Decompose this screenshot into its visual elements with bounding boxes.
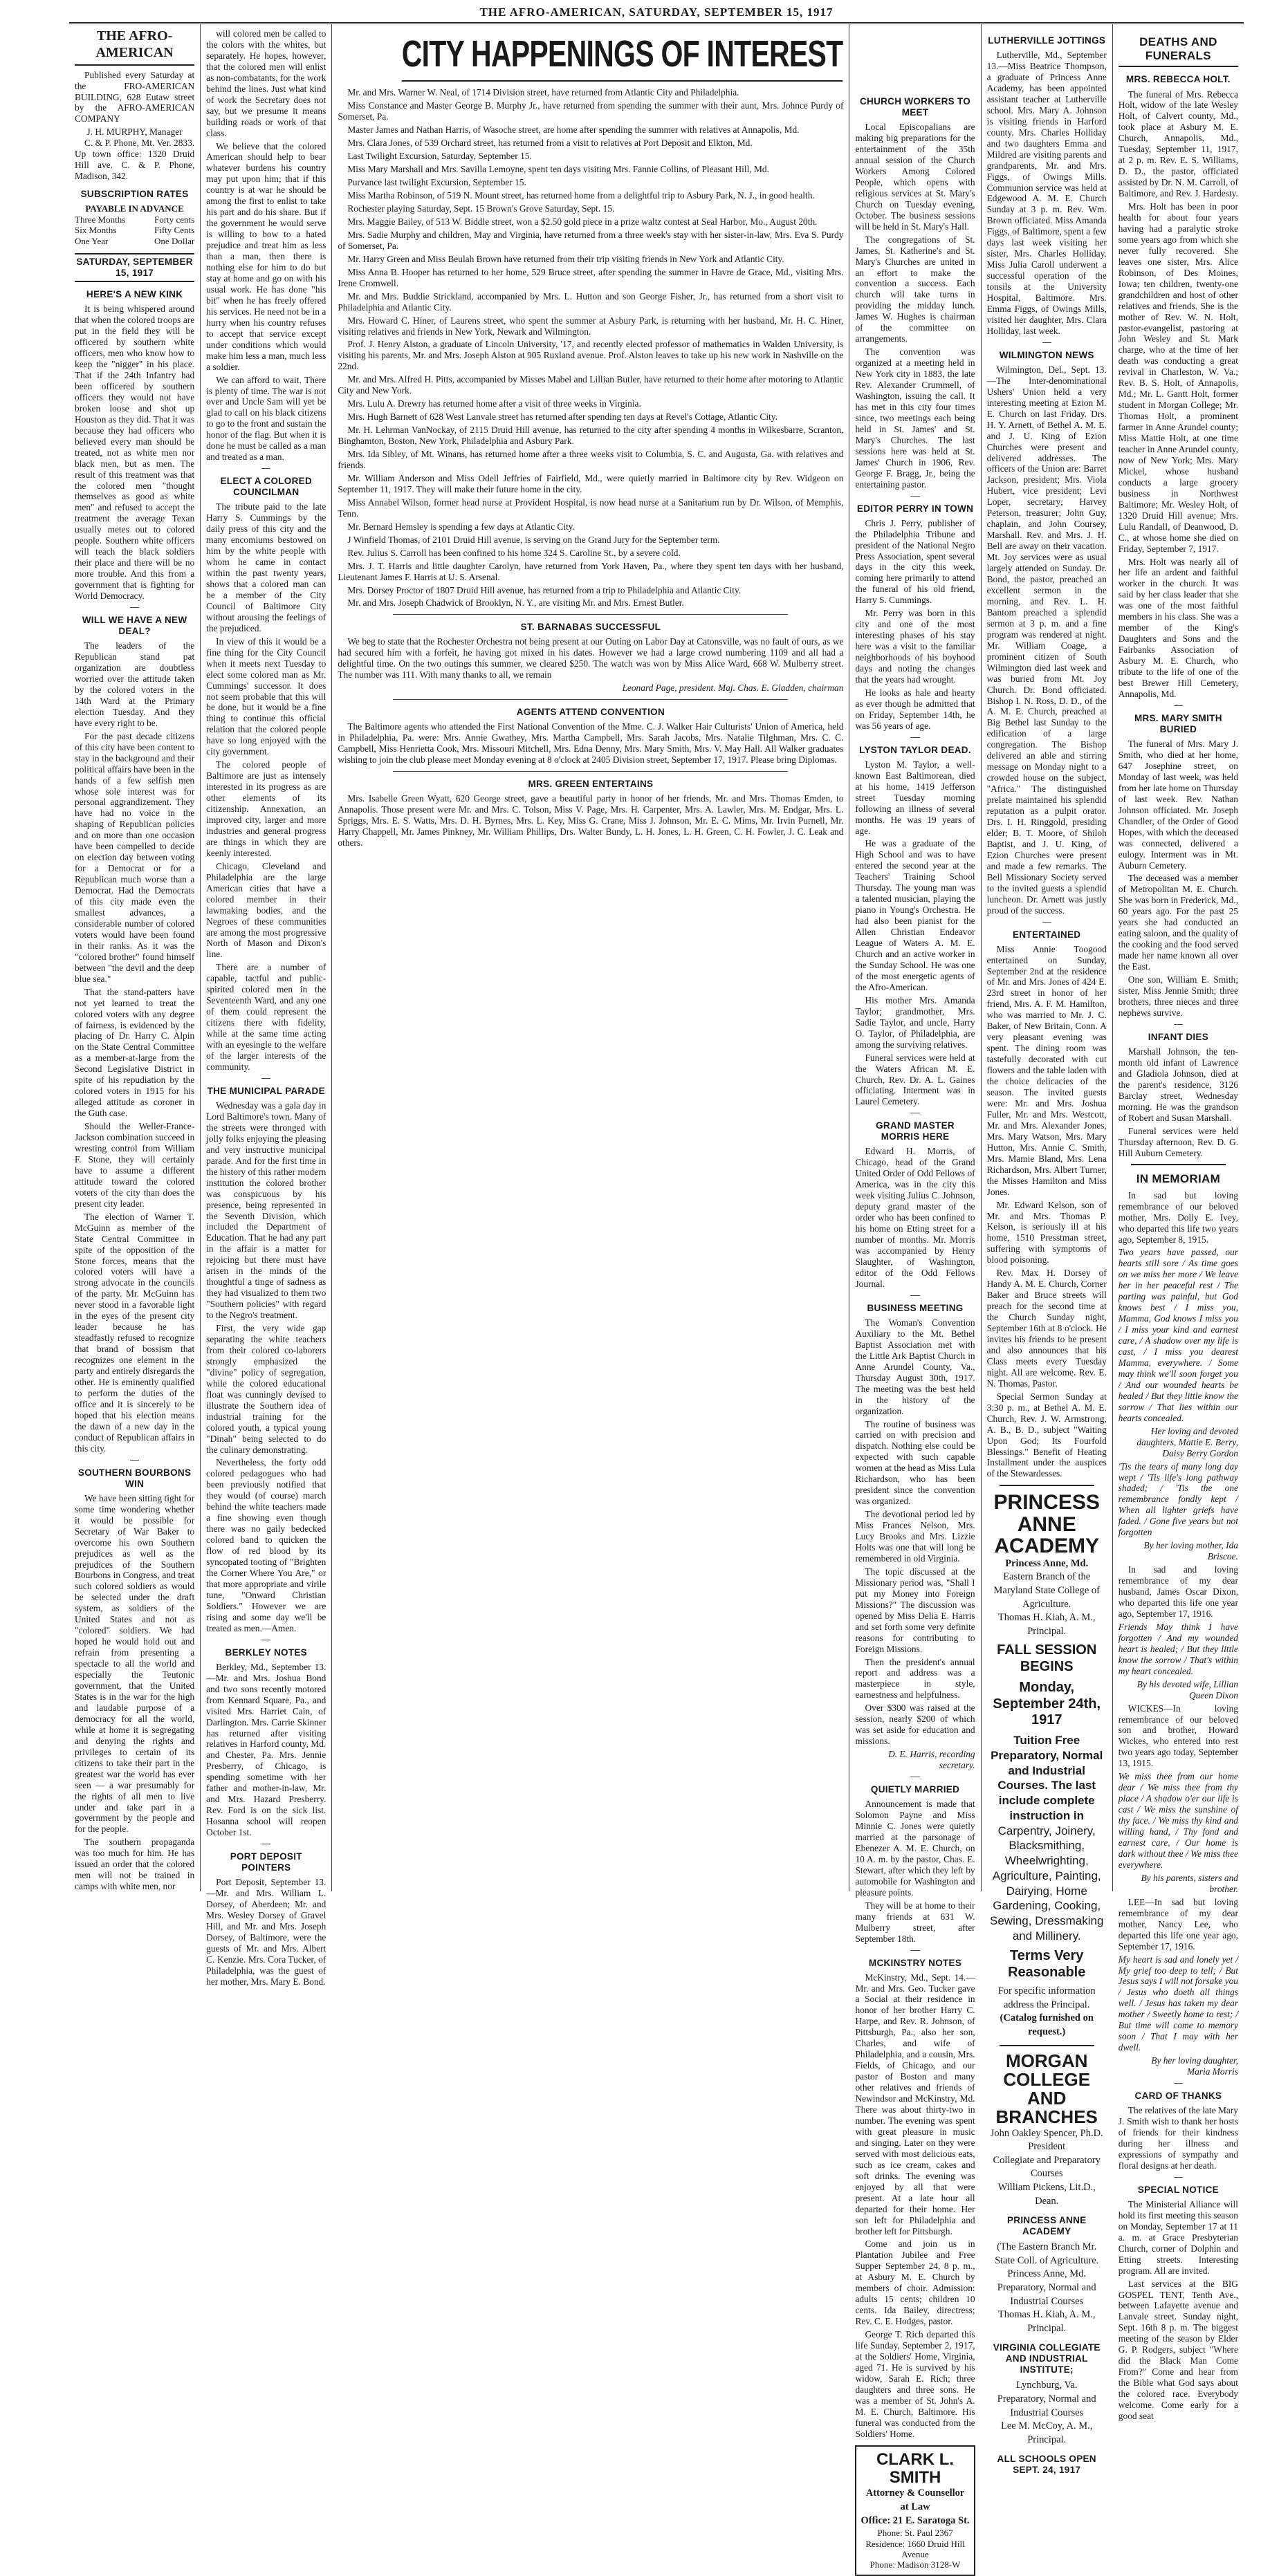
ad-catalog: (Catalog furnished on request.)	[1000, 2012, 1094, 2038]
signature: By her loving daughter, Maria Morris	[1151, 2055, 1238, 2077]
lawyer-residence: Residence: 1660 Druid Hill Avenue	[865, 2538, 965, 2560]
news-item: Rev. Julius S. Carroll has been confined to his home 324 S. Caroline St., by a severe cold.	[347, 547, 681, 558]
article-heading: GRAND MASTER MORRIS HERE	[876, 1120, 955, 1142]
rate-row	[75, 236, 194, 246]
ad-principal: Thomas H. Kiah, A. M., Principal.	[997, 1612, 1096, 1637]
article-heading: PORT DEPOSIT POINTERS	[230, 1851, 302, 1873]
divider	[130, 607, 139, 608]
memoriam-poem: Two years have passed, our hearts still sore / As time goes on we miss her more / We leave her in her peaceful rest / The parting was painful, but God knows best / I miss you, Mamma, God knows I miss you / I miss your kind and earnest care, / A shadow over my life is cast, / I miss you dearest Mamma, everywhere. / Some may think we'll soon forget you / And our wounded hearts be healed / But they little know the sorrow / That lies within our hearts concealed.	[1118, 1247, 1238, 1423]
article-heading: ENTERTAINED	[1013, 929, 1081, 940]
news-item: Miss Martha Robinson, of 519 N. Mount street, has returned home from a delightful trip to Asbury Park, N. J., in good health.	[347, 190, 815, 201]
city-happenings-banner: CITY HAPPENINGS OF INTEREST	[402, 28, 843, 82]
news-item: Last Twilight Excursion, Saturday, September 15.	[347, 151, 532, 162]
memoriam-text: In sad and loving remembrance of my dear husband, James Oscar Dixon, who departed this life one year ago, September 17, 1916.	[1118, 1564, 1238, 1619]
article-heading: CHURCH WORKERS TO MEET	[859, 96, 971, 118]
divider	[1000, 1485, 1094, 1486]
article-text: Miss Annie Toogood entertained on Sunday, September 2nd at the residence of Mr. and Mrs. Jones of 424 E. 23rd street in honor of her friend, Mrs. A. F. M. Hamilton, who was married to Mr. J. C. Baker, of New Britain, Conn. A very pleasant evening was spent. The dining room was tastefully decorated with cut flowers and the table laden with the choice delicacies of the season. The invited guests were: Mr. and Mrs. Joshua Fuller, Mr. and Mrs. Westcott, Mr. and Mrs. Alexander Jones, Mrs. Mary Watson, Mrs. Mary Hutton, Mrs. Annie C. Smith, Mrs. Mamie Bland, Mrs. Lena Richardson, Mrs. Albert Turner, the Misses Hamilton and Miss Jones.	[986, 943, 1107, 1197]
morgan-college-ad	[987, 2052, 1107, 2476]
article-text: Mr. Edward Kelson, son of Mr. and Mrs. Thomas P. Kelson, is seriously ill at his home, 1510 Presstman street, suffering with symptoms of blood poisoning.	[986, 1199, 1107, 1266]
memoriam-poem: My heart is sad and lonely yet / My grief too deep to tell; / But Jesus says I will not forsake you / Jesus who doeth all things well. / Jesus has taken my dear mother / Sweetly home to rest; / But time will come to memory soon / That I may with her dwell.	[1118, 1954, 1238, 2053]
news-item: Mrs. J. T. Harris and little daughter Carolyn, have returned from York Haven, Pa., where they spent ten days with her husband, Lieutenant James F. Harris at U. S. Arsenal.	[338, 560, 844, 582]
divider	[130, 1460, 139, 1461]
article-heading: WILL WE HAVE A NEW DEAL?	[82, 614, 187, 637]
divider	[1042, 342, 1051, 343]
article-text: There are a number of capable, tactful and public-spirited colored men in the Seventeenth Ward, and any one of them could represent the citizens there with fidelity, while at the same time acting with an eyesingle to the welfare of the larger interests of the community.	[206, 962, 326, 1072]
news-item: Mrs. Maggie Bailey, of 513 W. Biddle street, won a $2.50 gold piece in a prize waltz contest at Seal Harbor, Mo., August 20th.	[347, 216, 818, 227]
divider	[910, 737, 919, 738]
ad-principal: Thomas H. Kiah, A. M., Principal.	[997, 2309, 1096, 2334]
article-text: First, the very wide gap separating the white teachers from their colored co-laborers strongly emphasized the "divine" policy of segregation, while the colored educational float was cunningly devised to illustrate the Southern idea of industrial training for the colored youth, a typical young "Dinah" being selected to do the culinary demonstrating.	[206, 1323, 326, 1455]
news-item: Mrs. Howard C. Hiner, of Laurens street, who spent the summer at Asbury Park, is returning with her husband, Mr. H. C. Hiner, visiting relatives and friends in New York, Newark and Wilmington.	[338, 315, 844, 337]
article-heading: AGENTS ATTEND CONVENTION	[516, 707, 665, 718]
dateline: SATURDAY, SEPTEMBER 15, 1917	[75, 253, 194, 282]
columns	[69, 24, 1244, 2570]
article-text: The Woman's Convention Auxiliary to the Mt. Bethel Baptist Association met with the Little Ark Baptist Church in Anne Arundel County, Va., Thursday August 30th, 1917. The meeting was the best held in the history of the organization.	[855, 1317, 975, 1416]
rates-subtitle: PAYABLE IN ADVANCE	[85, 203, 184, 214]
news-item: Mr. and Mrs. Joseph Chadwick of Brooklyn, N. Y., are visiting Mr. and Mrs. Ernest Butler.	[347, 597, 684, 609]
article-text: We have been sitting tight for some time wondering whether it would be possible for Secretary of War Baker to overcome his own Southern prejudices as well as the prejudices of the Southern Bourbons in Congress, and treat such colored soldiers as would be selected under the draft system, as soldiers of the United States and not as "colored" soldiers. We had hoped he would hold out and refrain from presenting a spectacle to all the world and especially the Teutonic government, that the United States is in the war for the high and laudable purpose of a democracy for all the world, while at home it is segregating and denying the rights and privileges to certain of its citizens to take their part in the greatest war the world has ever seen — a war presumably for the rights of all men to live under and take part in a government by the people and for the people.	[75, 1492, 195, 1835]
news-item: Mrs. Sadie Murphy and children, May and Virginia, have returned from a three week's stay with her sister-in-law, Mrs. Eva S. Purdy of Somerset, Pa.	[338, 229, 844, 251]
news-item: Mr. H. Lehrman VanNockay, of 2115 Druid Hill avenue, has returned to the city after spending 4 months in Wilkesbarre, Scranton, Binghamton, Boston, New York, Philadelphia and Asbury Park.	[338, 425, 844, 447]
column-4	[849, 24, 981, 2570]
signature: By his devoted wife, Lillian Queen Dixon	[1136, 1678, 1238, 1701]
ad-branch: Eastern Branch of the Maryland State College of Agriculture.	[993, 1571, 1100, 1610]
rate-term: Six Months	[75, 225, 117, 236]
memoriam-text: In sad but loving remembrance of our beloved mother, Mrs. Dolly E. Ivey, who departed this life two years ago, September 8, 1915.	[1118, 1189, 1238, 1245]
news-item: Mr. Harry Green and Miss Beulah Brown have returned from their trip visiting friends in New York and Atlantic City.	[347, 253, 784, 264]
article-text: They will be at home to their many friends at 631 W. Mulberry street, after September 18th.	[855, 1900, 975, 1944]
lawyer-title: Attorney & Counsellor at Law	[865, 2487, 965, 2512]
article-text: Local Episcopalians are making big preparations for the entertainment of the 35th annual session of the Church Workers Among Colored People, which opens with religious services at St. Mary's Church on Tuesday evening, October. The business sessions will be held in St. Mary's Hall.	[855, 122, 975, 232]
article-text: We beg to state that the Rochester Orchestra not being present at our Outing on Labor Day at Catonsville, was no fault of ours, as we had secured him with a forfeit, he having got mixed in his dates. However we had a large crowd numbering 1109 and all had a delightful time. On the two outings this summer, we cleared $250. The watch was won by Miss Alice Ward, 668 W. Mulberry street. The number was 111. With many thanks to all, we remain	[338, 636, 844, 680]
news-item: Mrs. Hugh Barnett of 628 West Lanvale street has returned after spending ten days at Revel's Cottage, Atlantic City.	[347, 411, 777, 423]
ad-subhead: PRINCESS ANNE ACADEMY	[1007, 2215, 1087, 2237]
news-item: Mrs. Clara Jones, of 539 Orchard street, has returned from a visit to relatives at Port Deposit and Elkton, Md.	[347, 138, 753, 149]
ad-date: Monday, September 24th, 1917	[993, 1679, 1101, 1728]
article-heading: WILMINGTON NEWS	[999, 349, 1094, 360]
article-text: Over $300 was raised at the session, nearly $200 of which was set aside for education and missions.	[855, 1703, 975, 1747]
ad-principal: Lee M. McCoy, A. M., Principal.	[1001, 2420, 1093, 2445]
divider	[910, 1950, 919, 1951]
article-heading: ST. BARNABAS SUCCESSFUL	[520, 622, 661, 633]
article-heading: ELECT A COLORED COUNCILMAN	[220, 476, 312, 498]
signature: Her loving and devoted daughters, Mattie E. Berry, Daisy Berry Gordon	[1136, 1425, 1238, 1458]
masthead: THE AFRO-AMERICAN, SATURDAY, SEPTEMBER 15, 1917	[69, 6, 1244, 24]
divider	[1174, 705, 1183, 706]
article-text: For the past decade citizens of this city have been content to stay in the background and their political affairs have been in the hands of a few selfish men whose sole interest was for personal aggrandizement. They have had no voice in the shaping of Republican policies and on more than one occasion have been compelled to decide on election day between voting for a Democrat or for a Republican much worse than a Democrat. Had the Democrats of this city made even the smallest advances, a considerable number of colored voters would have been found in their ranks. As it was the "colored brother" found himself between "the devil and the deep blue sea."	[75, 730, 195, 984]
article-heading: QUIETLY MARRIED	[870, 1784, 960, 1795]
ad-location: Princess Anne, Md.	[1007, 2268, 1086, 2280]
banner-space	[855, 28, 975, 89]
section-heading: IN MEMORIAM	[1136, 1172, 1221, 1186]
news-item: Master James and Nathan Harris, of Wasoche street, are home after spending the summer with relatives at Annapolis, Md.	[347, 124, 800, 136]
article-text: The routine of business was carried on with precision and dispatch. Nothing else could be expected with such capable women at the head as Miss Lula Richardson, who has been president since the convention was organized.	[855, 1418, 975, 1507]
article-text: Port Deposit, September 13.—Mr. and Mrs. William L. Dorsey, of Aberdeen; Mr. and Mrs. Wesley Dorsey of Gravel Hill, and Mr. and Mrs. Joseph Dorsey, of Baltimore, were the guests of Mr. and Mrs. Albert C. Kenzie. Mrs. Cora Tucker, of Philadelphia, was the guest of her mother, Mrs. Mary E. Bond.	[206, 1877, 326, 1987]
ad-fall-session: FALL SESSION BEGINS	[997, 1642, 1097, 1675]
article-heading: MRS. REBECCA HOLT.	[1125, 74, 1231, 85]
article-text: Lutherville, Md., September 13.—Miss Beatrice Thompson, a graduate of Princess Anne Academy, has been appointed assistant teacher at Lutherville school. Mrs. Mary A. Johnson is visiting friends in Harford county. Mrs. Charles Holliday and two daughters Emma and Mildred are visiting parents and grandparents, Mr. and Mrs. Figgs, of Owings Mills. Communion service was held at Edgewood A. M. E. Church Sunday at 3 p. m. Rev. Wm. Brown officiated. Miss Amanda Figgs, of Baltimore, spent a few days last week visiting her sister, Mrs. Charles Holliday. Miss Julia Caroll underwent a successful operation of the tonsils at the University Hospital, Baltimore. Mrs. Emma Figgs, of Owings Mills, visited her daughter, Mrs. Clara Holliday, last week.	[986, 50, 1107, 336]
ad-location: Princess Anne, Md.	[1005, 1557, 1089, 1569]
section-heading: DEATHS AND FUNERALS	[1119, 35, 1238, 67]
ad-courses: Collegiate and Preparatory Courses	[993, 2154, 1101, 2180]
article-text: The funeral of Mrs. Rebecca Holt, widow of the late Wesley Holt, of Calvert county, Md., took place at Asbury M. E. Church, Annapolis, Md., Tuesday, September 11, 1917, at 2 p. m. Rev. E. S. Williams, D. D., the pastor, officiated assisted by Dr. N. M. Carroll, of Baltimore, and Rev. J. Hardesty.	[1118, 89, 1238, 199]
article-heading: MRS. GREEN ENTERTAINS	[528, 779, 654, 790]
divider	[910, 496, 919, 497]
article-text: He was a graduate of the High School and was to have entered the second year at the Teachers' Training School Thursday. The young man was a talented musician, playing the piano in Young's Orchestra. He had also been pianist for the Allen Christian Endeavor League of Waters A. M. E. Church and an active worker in the Sunday School. He was one of the most energetic agents of the Afro-American.	[855, 838, 975, 992]
article-text: That the stand-patters have not yet learned to treat the colored voters with any degree of fairness, is evidenced by the placing of Dr. Harry C. Alpin on the State Central Committee as a member-at-large from the Second Legislative District in spite of his repudiation by the colored voters in 1915 for his alleged attitude as coroner in the Guth case.	[75, 986, 195, 1119]
news-item: Mr. and Mrs. Alfred H. Pitts, accompanied by Misses Mabel and Lillian Butler, have returned to their home after motoring to Atlantic City and New York.	[338, 374, 844, 396]
divider	[261, 468, 270, 469]
article-heading: LUTHERVILLE JOTTINGS	[988, 35, 1106, 46]
article-text: Edward H. Morris, of Chicago, head of the Grand United Order of Odd Fellows of America, was in the city this week visiting Julius C. Johnson, deputy grand master of the order who has been confined to his home on Etting street for a number of months. Mr. Morris was accompanied by Henry Slaughter, of Washington, editor of the Odd Fellows Journal.	[855, 1146, 975, 1289]
article-heading: INFANT DIES	[1148, 1031, 1209, 1042]
article-text: Mr. Perry was born in this city and one of the most interesting phases of his stay here was a visit to the familiar neighborhoods of his boyhood days and noting the changes that the years had wrought.	[855, 608, 975, 685]
article-text: The devotional period led by Miss Frances Nelson, Mrs. Lucy Brooks and Mrs. Lizzie Holts was one that will long be remembered in old Virginia.	[855, 1509, 975, 1564]
signature: D. E. Harris, recording secretary.	[888, 1749, 975, 1771]
memoriam-poem: Friends May think I have forgotten / And my wounded heart is healed; / But they little know the sorrow / That's within my heart concealed.	[1118, 1621, 1238, 1676]
article-text: We can afford to wait. There is plenty of time. The war is not over and Uncle Sam will yet be glad to call on his black citizens to go to the front and sustain the honor of the flag. But when it is done he must be called as a man and treated as a man.	[206, 374, 326, 463]
memoriam-text: LEE—In sad but loving remembrance of my dear mother, Nancy Lee, who departed this life one year ago, September 17, 1916.	[1118, 1896, 1238, 1952]
rate-price: Forty cents	[154, 214, 195, 225]
article-heading: BERKLEY NOTES	[225, 1647, 307, 1658]
article-text: Mrs. Holt was nearly all of her life an ardent and faithful worker in the church. It was said by her class leader that she was one of the most faithful members in his class. She was a member of the King's Daughters and Sons and the Fairbanks Association of Asbury M. E. Church, who tribute to the life of one of the best Brewer Hill Cemetery, Annapolis, Md.	[1118, 556, 1238, 699]
divider	[393, 614, 788, 615]
news-item: Mr. William Anderson and Miss Odell Jeffries of Fairfield, Md., were quietly married in Baltimore city by Rev. Widgeon on September 11, 1917. They will make their future home in the city.	[338, 472, 844, 494]
news-item: Miss Anna B. Hooper has returned to her home, 529 Bruce street, after spending the summer in Havre de Grace, Md., visiting Mrs. Irene Cromwell.	[338, 266, 844, 288]
ad-courses: Preparatory, Normal and Industrial Courses	[997, 2281, 1096, 2307]
rate-price: Fifty Cents	[154, 225, 195, 236]
ad-open-date: ALL SCHOOLS OPEN SEPT. 24, 1917	[997, 2454, 1096, 2476]
article-text: He looks as hale and hearty as ever though he admitted that on Friday, September 14th, he was 56 years of age.	[855, 687, 975, 731]
article-heading: BUSINESS MEETING	[867, 1302, 964, 1313]
lawyer-phone: Phone: Madison 3128-W	[869, 2559, 961, 2570]
article-text: Come and join us in Plantation Jubilee and Free Supper September 24, 8 p. m., at Asbury M. E. Church by members of choir. Admission: adults 15 cents; children 10 cents. Ida Bailey, directress; Rev. C. E. Hodges, pastor.	[855, 2239, 975, 2327]
article-text: The topic discussed at the Missionary period was, "Shall I put my Money into Foreign Missions?" The discussion was opened by Miss Delia E. Harris and set forth some very definite reasons for contributing to Foreign Missions.	[855, 1566, 975, 1654]
princess-anne-ad	[987, 1492, 1107, 2039]
article-text: Mrs. Holt has been in poor health for about four years having had a paralytic stroke some years ago from which she never fully recovered. She leaves one sister, Mrs. Alice Robinson, of Des Moines, Iowa; ten children, twenty-one grandchildren and host of other relatives and friends. She is the mother of Rev. W. N. Holt, pastor-evangelist, pastoring at John Wesley and St. Mark charge, who at the time of her death was conducting a great revival in Charleston, W. Va.; Rev. B. S. Holt, of Annapolis, Md.; Mr. L. Gantt Holt, former student in Morgan College; Mr. Thomas Holt, a prominent farmer in Anne Arundel county; Miss Mattie Holt, at one time teacher in Anne Arundel county, now of New York; Mrs. Mary Mickel, whose husband conducts a large grocery business in Northwest Baltimore; Mr. Wesley Holt, of 1320 Druid Hill avenue; Mrs. Lulu Randall, of Deanwood, D. C., at whose home she died on Friday, September 7, 1917.	[1118, 201, 1238, 554]
article-text: We believe that the colored American should help to bear whatever burdens his country may put upon him; that if this country is at war he should be among the first to enlist to take his part and do his share. But if the government he would serve is willing to bow to a hated prejudice and treat him as less than a man, then there is nothing else for him to do but stay at home and go on with his usual work. He has done "his bit" when he has freely offered his services. He need not be in a hurry when his country refuses to accept that service except under conditions which would make him less a man, much less a soldier.	[206, 140, 326, 372]
article-text: Berkley, Md., September 13.—Mr. and Mrs. Joshua Bond and two sons recently motored from Kennard Square, Pa., and visited Mrs. Harriet Cain, of Darlington. Mrs. Carrie Skinner has returned after visiting relatives in Harford county, Md. and Chester, Pa. Mrs. Jennie Presberry, of Chicago, is spending sometime with her father and mother-in-law, Mr. and Mrs. Hazard Presberry. Rev. Ford is on the sick list. Hosanna school will reopen October 1st.	[206, 1661, 326, 1838]
column-1	[69, 24, 201, 1891]
signature: Leonard Page, president. Maj. Chas. E. Gladden, chairman	[622, 683, 844, 694]
divider	[910, 1295, 919, 1296]
article-text: Chris J. Perry, publisher of the Philadelphia Tribune and president of the National Negro Press Association, spent several days in the city this week, coming here primarily to attend the funeral of his old friend, Harry S. Cummings.	[855, 517, 975, 606]
article-text: The Baltimore agents who attended the First National Convention of the Mme. C. J. Walker Hair Culturists' Union of America, held in Philadelphia, Pa. were: Mrs. Annie Gwathey, Mrs. Martha Campbell, Mrs. Sarah Jacobs, Mrs. Natalie Tilghman, Mrs. C. C. Campbell, Miss Henrietta Cook, Mrs. Missouri Mitchell, Mrs. Edna Denny, Mrs. Mary Smith, Mrs. V. May Hall. All Walker graduates wishing to join the club please meet Monday evening at 8 o'clock at 2405 Division street, September 17, 1917. Please bring Diplomas.	[338, 721, 844, 766]
article-text: It is being whispered around that when the colored troops are put in the field they will be officered by southern white officers, men who know how to keep the "nigger" in his place. That if the 24th Infantry had been officered by southern officers they would not have broken loose and shot up Houston as they did. That it was because they had officers who believed every man should be treated, not as white men nor black men, but as men. The result of this treatment was that the colored men "thought themselves as good as white men" and refused to accept the treatment the average Texan usually metes out to colored people. Southern white officers will teach the black soldiers their place and there will be no more trouble. And this from a government that is fighting for World Democracy.	[75, 304, 195, 602]
news-item: Prof. J. Henry Alston, a graduate of Lincoln University, '17, and recently elected professor of mathematics in Walden University, is visiting his parents, Mr. and Mrs. Joseph Alston at 905 Ruxland avenue. Prof. Alston leaves to take up his new work in Nashville on the 22nd.	[338, 339, 844, 372]
divider	[1042, 922, 1051, 923]
article-heading: SPECIAL NOTICE	[1137, 2184, 1219, 2195]
news-item: Miss Constance and Master George B. Murphy Jr., have returned from spending the summer with their aunt, Mrs. Johnce Purdy of Somerset, Pa.	[338, 100, 844, 122]
article-heading: MRS. MARY SMITH BURIED	[1134, 712, 1222, 734]
news-item: Purvance last twilight Excursion, September 15.	[347, 177, 526, 188]
column-3	[332, 24, 849, 1891]
article-text: The Ministerial Alliance will hold its first meeting this season on Monday, September 17 at 11 a. m. at Grace Presbyterian Church, corner of Dolphin and Etting streets. Interesting program. All are invited.	[1118, 2198, 1238, 2276]
divider	[261, 1078, 270, 1079]
article-heading: SOUTHERN BOURBONS WIN	[77, 1467, 192, 1489]
news-item: Mrs. Lulu A. Drewry has returned home after a visit of three weeks in Virginia.	[347, 398, 641, 409]
ad-body: Tuition Free Preparatory, Normal and Industrial Courses. The last include complete instruction in	[991, 1734, 1103, 1822]
memoriam-poem: 'Tis the tears of many long day wept / 'Tis life's long pathway shaded; / 'Tis the one remembrance fondly kept / When all lighter griefs have faded. / Gone five years but not forgotten	[1118, 1461, 1238, 1538]
article-text: Then the president's annual report and address was a masterpiece in style, earnestness and helpfulness.	[855, 1656, 975, 1701]
rates-title: SUBSCRIPTION RATES	[80, 189, 189, 200]
article-text: The relatives of the late Mary J. Smith wish to thank her hosts of friends for their kindness during her illness and expressions of sympathy and floral designs at her death.	[1118, 2105, 1238, 2171]
column-6	[1113, 24, 1244, 2421]
news-item: Mr. Bernard Hemsley is spending a few days at Atlantic City.	[347, 521, 575, 532]
signature: By his parents, sisters and brother.	[1141, 1872, 1238, 1894]
article-text: In view of this it would be a fine thing for the City Council when it meets next Tuesday to elect some colored man as Mr. Cummings' successor. It does not seem probable that this will be done, but it would be a fine thing to continue this official relation that the colored people have so long enjoyed with the city government.	[206, 636, 326, 757]
column-5	[982, 24, 1113, 2476]
article-text: Last services at the BIG GOSPEL TENT, Tenth Ave., between Lafayette avenue and Lanvale street. Sunday night, Sept. 16th 8 p. m. The biggest meeting of the season by Elder G. P. Rodgers, subject "Where did the Black Man Come From?" Come and hear from the Bible what God says about the colored race. Everybody welcome. Come early for a good seat	[1118, 2278, 1238, 2421]
article-text: Marshall Johnson, the ten-month old infant of Lawrence and Gladiola Johnson, died at the parent's residence, 3126 Barclay street, Wednesday morning. He was the grandson of Robert and Susan Marshall.	[1118, 1046, 1238, 1123]
lawyer-ad	[855, 2445, 975, 2576]
rate-price: One Dollar	[154, 235, 195, 246]
article-text: Special Sermon Sunday at 3:30 p. m., at Bethel A. M. E. Church, Rev. J. W. Armstrong, A. B., B. D., subject "Waiting Upon God; Its Fourfold Blessings." Benefit of Heating Installment under the auspices of the Stewardesses.	[986, 1391, 1107, 1479]
rate-row	[75, 214, 194, 225]
paper-title: THE AFRO-AMERICAN	[75, 28, 194, 66]
article-text: The funeral of Mrs. Mary J. Smith, who died at her home, 647 Josephine street, on Monday of last week, was held from her late home on Thursday of last week. Rev. Nathan Johnson officiated. Mr. Joseph Chandler, of the Order of Good Hopes, with which the deceased was connected, delivered a eulogy. Interment was in Mt. Auburn Cemetery.	[1118, 739, 1238, 871]
news-item: Miss Annabel Wilson, former head nurse at Provident Hospital, is now head nurse at a Sanitarium run by Dr. Wilson, of Memphis, Tenn.	[338, 497, 844, 519]
article-text: The leaders of the Republican stand pat organization are doubtless worried over the attitude taken by the colored voters in the 14th Ward at the Primary election Tuesday. And they have every right to be.	[75, 640, 195, 728]
article-text: Rev. Max H. Dorsey of Handy A. M. E. Church, Corner Baker and Bruce streets will preach for the second time at the Church Sunday night, September 16th at 8 o'clock. He invites his friends to be present and also announces that his Class meets every Tuesday night. All are welcome. Rev. E. N. Thomas, Pastor.	[986, 1268, 1107, 1389]
rate-term: One Year	[75, 235, 109, 246]
article-text: Chicago, Cleveland and Philadelphia are the large American cities that have a colored member in their lawmaking bodies, and the Negroes of these communities are among the most progressive North of Mason and Dixon's line.	[206, 860, 326, 960]
article-text: One son, William E. Smith; sister, Miss Jennie Smith; three brothers, three nieces and three nephews survive.	[1118, 974, 1238, 1018]
article-text: Wednesday was a gala day in Lord Baltimore's town. Many of the streets were thronged with jolly folks enjoying the pleasing and very instructive municipal parade. And for the first time in the history of this rather modern institution the colored brother was conspicuous by his presence, being represented in the Seventh Division, which included the Department of Education. That he had any part in the affair is a matter for rejoicing but there must have arisen in the minds of the thoughtful a tinge of sadness as they had visualized to them two "Southern policies" with regard to the Negro's treatment.	[206, 1100, 326, 1321]
article-text: The election of Warner T. McGuinn as member of the State Central Committee in spite of the opposition of the Stone forces, means that the colored voters will have a strong advocate in the councils of the party. Mr. McGuinn has never stood in a favorable light in the eyes of the present city leader because he has steadfastly refused to recognize that brand of bossism that recognizes one element in the party and entirely disregards the other. He is eminently qualified to perform the duties of the office and it is sincerely to be hoped that his election means the dawn of a new day in the conduct of Republican affairs in this city.	[75, 1211, 195, 1454]
news-item: Mr. and Mrs. Buddie Strickland, accompanied by Mrs. L. Hutton and son George Fisher, Jr., has returned from a short visit to Philadelphia and Atlantic City.	[338, 290, 844, 313]
ad-info: For specific information address the Principal.	[997, 1985, 1096, 2010]
divider	[393, 771, 788, 772]
signature: By her loving mother, Ida Briscoe.	[1143, 1540, 1238, 1562]
ad-branch: (The Eastern Branch Mr. State Coll. of Agriculture.	[995, 2241, 1099, 2266]
news-item: Mr. and Mrs. Warner W. Neal, of 1714 Division street, have returned from Atlantic City and Philadelphia.	[347, 87, 739, 98]
article-text: McKinstry, Md., Sept. 14.—Mr. and Mrs. Geo. Tucker gave a Social at their residence in honor of her brother Harry C. Harpe, and Rev. R. Johnson, of Pittsburgh, Pa., also her son, Charles, and wife of Philadelphia, and a cousin, Mrs. Fields, of Chicago, and our pastor of Boston and many other relatives and friends of Newindsor and McKinstry, Md. There was about thirty-two in number. The evening was spent with great pleasure in music and singing. Later on they were served with most delicious eats, such as ice cream, cakes and soft drinks. The evening was enjoyed by all that were present. At a late hour all departed for their home. Her son left for Philadelphia and brother left for Pittsburgh.	[855, 1972, 975, 2236]
article-text: will colored men be called to the colors with the whites, but separately. He hopes, however, that the colored men will enlist as non-combatants, for the work behind the lines. Just what kind of work the Secretary does not say, but we presume it means building roads or work of that class.	[206, 28, 326, 138]
news-item: Miss Mary Marshall and Mrs. Savilla Lemoyne, spent ten days visiting Mrs. Fannie Collins, of Pleasant Hill, Md.	[347, 164, 769, 175]
article-text: The colored people of Baltimore are just as intensely interested in its progress as are other elements of its citizenship. Annexation, an improved city, larger and more industries and general progress are things in which they are keenly interested.	[206, 759, 326, 858]
ad-terms: Terms Very Reasonable	[1008, 1947, 1086, 1980]
divider	[1174, 2083, 1183, 2084]
article-text: The southern propaganda was too much for him. He has issued an order that the colored men will not be trained in camps with white men, nor	[75, 1837, 195, 1892]
phone-info: C. & P. Phone, Mt. Ver. 2833. Up town office: 1320 Druid Hill ave. C. & P. Phone, Madison, 342.	[75, 138, 195, 182]
ad-courses: Preparatory, Normal and Industrial Courses	[997, 2393, 1096, 2418]
article-heading: CARD OF THANKS	[1134, 2091, 1222, 2102]
ad-title: MORGAN COLLEGE AND BRANCHES	[995, 2050, 1098, 2128]
article-text: Announcement is made that Solomon Payne and Miss Minnie C. Jones were quietly married at the parsonage of Ebenezer A. M. E. Church, on 10 A. m. by the pastor, Chas. E. Stewart, after which they left by automobile for Washington and pleasure points.	[855, 1799, 975, 1898]
ad-courses: Carpentry, Joinery, Blacksmithing, Wheelwrighting, Agriculture, Painting, Dairying, Home Gardening, Cooking, Sewing, Dressmaking and Millinery.	[990, 1824, 1104, 1943]
article-heading: HERE'S A NEW KINK	[86, 289, 183, 300]
news-item: J Winfield Thomas, of 2101 Druid Hill avenue, is serving on the Grand Jury for the September term.	[347, 534, 720, 545]
divider	[393, 699, 788, 700]
rate-term: Three Months	[75, 214, 126, 225]
article-heading: THE MUNICIPAL PARADE	[207, 1085, 325, 1096]
article-text: Mrs. Isabelle Green Wyatt, 620 George street, gave a beautiful party in honor of her friends, Mr. and Mrs. Thomas Emden, to Annapolis. Those present were Mr. and Mrs. C. Tolson, Miss V. Page, Mrs. H. Carpenter, Mrs. A. Lawler, Mrs. M. Endgar, Mrs. L. Spriggs, Mrs. E. S. Watts, Mrs. D. H. Byrnes, Mrs. L. Key, Miss G. Crane, Miss J. Johnson, Mr. E. C. Mims, Mr. Irvin Purnell, Mr. Harry Chappell, Mr. James Pinkney, Mr. William Phillips, Drs. Walter Bundy, L. H. Jones, L. H. Green, C. H. Fowler, J. C. Leak and others.	[338, 793, 844, 848]
manager-line: J. H. MURPHY, Manager	[86, 127, 183, 138]
ad-dean: William Pickens, Lit.D., Dean.	[997, 2182, 1096, 2207]
news-item: Mrs. Ida Sibley, of Mt. Winans, has returned home after a three weeks visit to Columbia, S. C. and Augusta, Ga. with relatives and friends.	[338, 449, 844, 470]
article-text: The tribute paid to the late Harry S. Cummings by the daily press of this city and the many encomiums bestowed on him by the white people with whom he came in contact within the past twenty years, shows that a colored man can be a member of the City Council of Baltimore City without arousing the feelings of the prejudiced.	[206, 501, 326, 633]
rate-row	[75, 225, 194, 235]
article-text: Funeral services were held at the Waters African M. E. Church, Rev. Dr. A. L. Gaines officiating. Interment was in Laurel Cemetery.	[855, 1052, 975, 1107]
ad-subhead: VIRGINIA COLLEGIATE AND INDUSTRIAL INSTITUTE;	[993, 2342, 1101, 2375]
article-text: Lyston M. Taylor, a well-known East Baltimorean, died at his home, 1419 Jefferson street Tuesday morning following an illness of several months. He was 19 years of age.	[855, 759, 975, 836]
article-text: Funeral services were held Thursday afternoon, Rev. D. G. Hill Auburn Cemetery.	[1118, 1125, 1238, 1158]
ad-president: John Oakley Spencer, Ph.D. President	[990, 2127, 1103, 2153]
article-text: Should the Weller-France-Jackson combination succeed in wresting control from William F. Stone, they will certainly have to assume a different attitude toward the colored voters of the city than does the present city leader.	[75, 1121, 195, 1209]
news-item: Mrs. Dorsey Proctor of 1807 Druid Hill avenue, has returned from a trip to Philadelphia and Atlantic City.	[347, 584, 742, 595]
lawyer-office: Office: 21 E. Saratoga St.	[861, 2514, 970, 2526]
article-text: The deceased was a member of Metropolitan M. E. Church. She was born in Frederick, Md., 60 years ago. For the past 25 years she had conducted an eating saloon, and the quality of the cooking and the food served made her name known all over the East.	[1118, 873, 1238, 972]
divider	[1174, 2177, 1183, 2178]
publication-info: Published every Saturday at the FRO-AMERICAN BUILDING, 628 Eutaw street by the AFRO-AMERICAN COMPANY	[75, 69, 195, 124]
memoriam-text: WICKES—In loving remembrance of our beloved son and brother, Howard Wickes, who entered into rest two years ago today, September 13, 1915.	[1118, 1703, 1238, 1769]
article-text: Wilmington, Del., Sept. 13.—The Inter-denominational Ushers' Union held a very interesting meeting at Ezion M. E. Church on last Friday. Drs. H. Y. Arnett, of Bethel A. M. E. and J. U. King of Ezion Churches were present and delivered addresses. The officers of the Union are: Barret Jackson, president; Mrs. Viola Hubert, vice president; Levi Loper, secretary; Harvey Peterson, treasurer; John Guy, chaplain, and John Coursey, Marshall. Rev. and Mrs. J. H. Bell are away on their vacation. Mt. Joy services were as usual largely attended on Sunday. Dr. Bond, the pastor, preached an excellent sermon in the morning, and Rev. L. H. Bantom preached a splendid sermon at 3 p. m. and a fine program was rendered at night. Mr. William Coage, a prominent citizen of South Wilmington died last week and was buried from Mt. Joy Church. Dr. Bond officiated. Bishop I. N. Ross, D. D., of the A. M. E. Church, preached at Big Bethel last Sunday to the edification of a large congregation. The Bishop delivered an able and stirring message on Monday night to a crowded house on the subject, "Africa." The distinguished prelate maintained his splendid reputation as a pulpit orator. Drs. I. H. Ringgold, presiding elder; B. T. Moore, of Shiloh Baptist, and J. U. King, of Ezion Churches were present and made a few remarks. The Bell Missionary Society served to the invited guests a splendid luncheon. Dr. Arnett was justly proud of the success.	[986, 364, 1107, 916]
lawyer-phone: Phone: St. Paul 2367	[877, 2528, 953, 2539]
divider	[1000, 2045, 1094, 2046]
article-text: The congregations of St. James, St. Katherine's and St. Mary's Churches are united in an effort to make the convention a success. Each church will take turns in providing the midday lunch. James W. Hughes is chairman of the committee on arrangements.	[855, 234, 975, 344]
article-heading: EDITOR PERRY IN TOWN	[856, 503, 974, 514]
divider	[1174, 1024, 1183, 1025]
article-text: George T. Rich departed this life Sunday, September 2, 1917, at the Soldiers' Home, Virginia, aged 71. He is survived by his widow, Sarah E. Rich; three daughters and three sons. He was a member of St. John's A. M. E. Church, Baltimore. His funeral was conducted from the Soldiers' Home.	[855, 2329, 975, 2439]
column-2	[201, 24, 332, 1987]
memoriam-poem: We miss thee from our home dear / We miss thee from thy place / A shadow o'er our life is cast / We miss the sunshine of thy face. / We miss thy kind and willing hand, / Thy fond and earnest care, / Our home is dark without thee / We miss thee everywhere.	[1118, 1771, 1238, 1870]
ad-title: PRINCESS ANNE ACADEMY	[993, 1491, 1100, 1558]
article-text: His mother Mrs. Amanda Taylor; grandmother, Mrs. Sadie Taylor, and uncle, Harry O. Taylor, of Philadelphia, are among the surviving relatives.	[855, 994, 975, 1050]
article-text: The convention was organized at a meeting held in New York city in 1883, the late Rev. Alexander Crummell, of Washington, issuing the call. It has met in this city four times since, two meetings each being held in St. James' and St. Mary's Churches. The last sessions here was held at St. James' Church in 1906, Rev. George F. Bragg, Jr., being the entertaining pastor.	[855, 346, 975, 490]
news-item: Rochester playing Saturday, Sept. 15 Brown's Grove Saturday, Sept. 15.	[347, 203, 615, 214]
article-heading: LYSTON TAYLOR DEAD.	[859, 744, 971, 755]
divider	[1131, 1164, 1226, 1165]
ad-location: Lynchburg, Va.	[1015, 2380, 1078, 2391]
lawyer-name: CLARK L. SMITH	[876, 2449, 955, 2487]
article-heading: MCKINSTRY NOTES	[868, 1957, 962, 1968]
article-text: Nevertheless, the forty odd colored pedagogues who had been previously notified that they would (of course) march behind the white teachers made a fine showing even though there was no gaily bedecked colored band to quicken the flow of red blood by its syncopated tooting of "Brighten the Corner Where You Are," or that more appropriate and virile tune, "Onward Christian Soldiers." However we are rising and some day we'll be treated as men.—Amen.	[206, 1457, 326, 1633]
